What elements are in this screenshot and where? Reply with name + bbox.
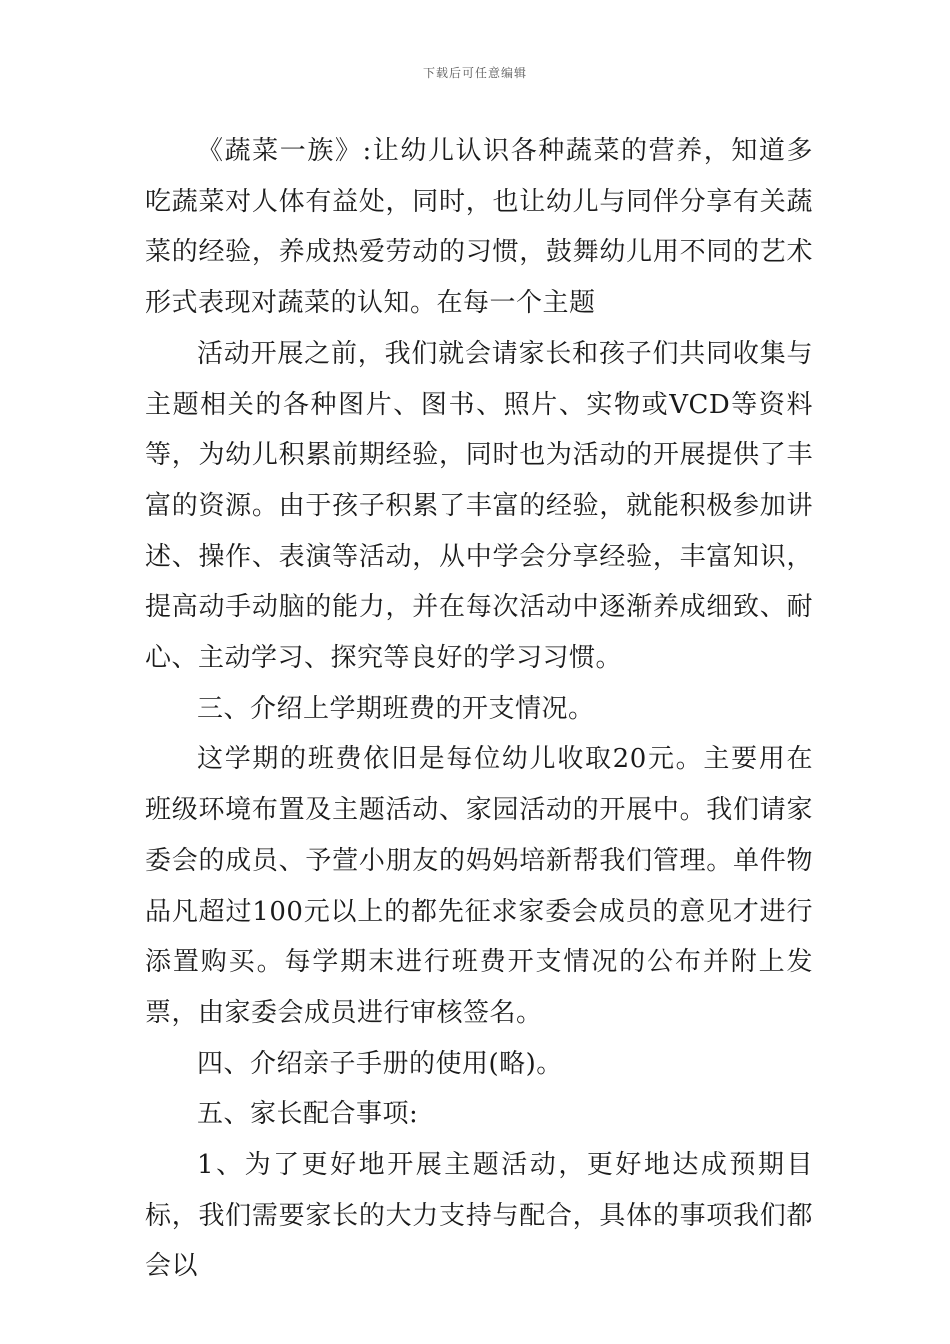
section-heading-parent-child-handbook: 四、介绍亲子手册的使用(略)。: [197, 1048, 563, 1079]
document-body: [145, 126, 813, 1292]
paragraph-class-fee-details: 这学期的班费依旧是每位幼儿收取20元。主要用在班级环境布置及主题活动、家园活动的开展中。我们请家委会的成员、予萱小朋友的妈妈培新帮我们管理。单件物品凡超过100元以上的都先征求家委会成员的意见才进行添置购买。每学期末进行班费开支情况的公布并附上发票，由家委会成员进行审核签名。: [145, 744, 813, 1028]
page-header-note: 下载后可任意编辑: [422, 66, 527, 80]
paragraph-activity-preparation: 活动开展之前，我们就会请家长和孩子们共同收集与主题相关的各种图片、图书、照片、实物或VCD等资料等，为幼儿积累前期经验，同时也为活动的开展提供了丰富的资源。由于孩子积累了丰富的经验，就能积极参加讲述、操作、表演等活动，从中学会分享经验，丰富知识，提高动手动脑的能力，并在每次活动中逐渐养成细致、耐心、主动学习、探究等良好的学习习惯。: [145, 338, 813, 674]
paragraph-vegetable-theme: 《蔬菜一族》:让幼儿认识各种蔬菜的营养，知道多吃蔬菜对人体有益处，同时，也让幼儿与同伴分享有关蔬菜的经验，养成热爱劳动的习惯，鼓舞幼儿用不同的艺术形式表现对蔬菜的认知。在每一个主题: [145, 136, 813, 319]
paragraph-cooperation-item-1: 1、为了更好地开展主题活动，更好地达成预期目标，我们需要家长的大力支持与配合，具体的事项我们都会以: [145, 1150, 813, 1282]
section-heading-parent-cooperation: 五、家长配合事项:: [197, 1099, 419, 1130]
section-heading-class-fee: 三、介绍上学期班费的开支情况。: [197, 693, 595, 724]
